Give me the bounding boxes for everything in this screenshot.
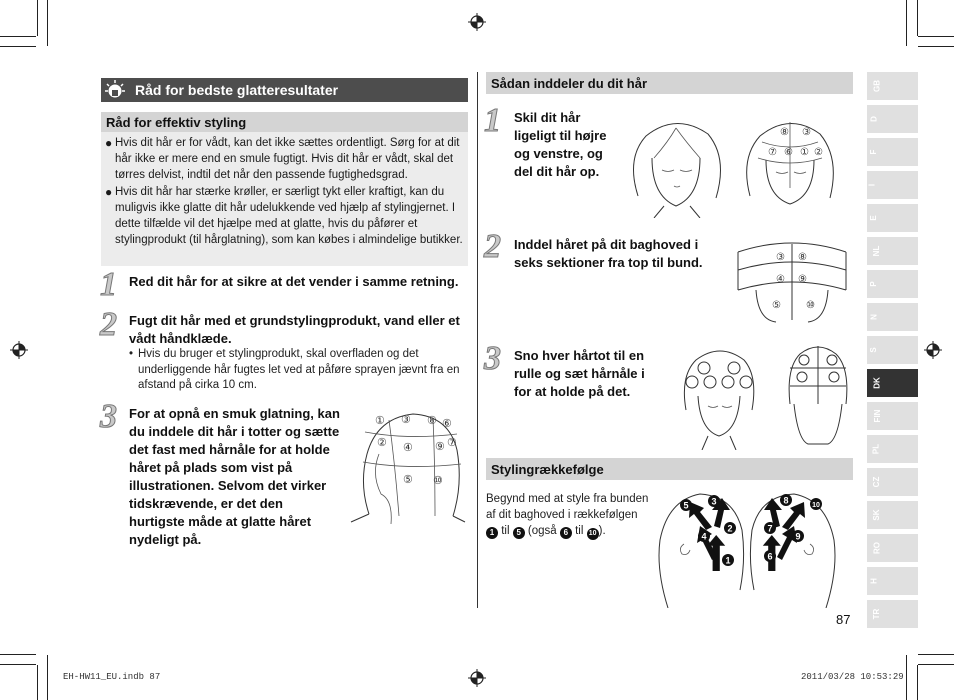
crop-mark	[47, 0, 48, 46]
language-tab-nl[interactable]	[867, 237, 918, 265]
order-number: 7	[767, 523, 773, 534]
language-tab-ro[interactable]	[867, 534, 918, 562]
order-number-badge: 6	[560, 527, 572, 539]
step-number: 1	[100, 266, 117, 303]
language-tab-label: I	[867, 183, 877, 187]
section-label: ⑨	[435, 441, 445, 453]
section-label: ④	[776, 274, 785, 285]
tip-bullet: ● Hvis dit hår er for vådt, kan det ikke sættes ordentligt. Sørg for at dit hår ikke er mere end en smule fugtigt. Hvis dit hår er vådt, skal det tørres delvist, indtil det når den passende fugtighedsgrad.	[105, 135, 465, 183]
crop-mark	[918, 664, 954, 665]
step-number: 1	[484, 102, 501, 139]
section-label: ③	[802, 127, 811, 138]
step-number: 3	[100, 398, 117, 435]
step-text: Sno hver hårtot til en rulle og sæt hårnåle i for at holde på det.	[514, 348, 645, 399]
registration-mark-icon	[468, 669, 486, 687]
page-number: 87	[836, 612, 851, 627]
section-title: Stylingrækkefølge	[491, 462, 604, 477]
order-text-part: Begynd med at style fra bunden af dit baghoved i rækkefølgen	[486, 493, 649, 521]
face-parted-hair-illustration	[624, 118, 729, 218]
language-tab-h[interactable]	[867, 567, 918, 595]
language-tab-dk[interactable]	[867, 369, 918, 397]
language-tab-label: PL	[871, 443, 881, 455]
section-label: ⑨	[798, 274, 807, 285]
language-tab-label: FIN	[872, 409, 882, 423]
language-tab-s[interactable]	[867, 336, 918, 364]
crop-mark	[0, 36, 36, 37]
language-tab-label: CZ	[871, 476, 881, 488]
language-tab-label: S	[869, 347, 879, 353]
section-label: ①	[800, 147, 809, 158]
order-number-badge: 1	[486, 527, 498, 539]
order-number: 8	[783, 495, 789, 506]
language-tab-fin[interactable]	[867, 402, 918, 430]
language-tab-label: DK	[872, 377, 882, 389]
step-text: Fugt dit hår med et grundstylingprodukt, vand eller et vådt håndklæde.	[129, 313, 460, 346]
section-header-divide	[486, 72, 853, 94]
crop-mark	[37, 0, 38, 36]
crop-mark	[0, 664, 36, 665]
registration-mark-icon	[924, 341, 942, 359]
language-tab-label: F	[868, 149, 878, 155]
head-sections-illustration	[349, 404, 467, 526]
crop-mark	[0, 654, 36, 655]
language-tab-label: NL	[871, 245, 881, 257]
language-tab-pl[interactable]	[867, 435, 918, 463]
order-number: 2	[727, 523, 733, 534]
face-sectioned-hair-illustration	[740, 118, 840, 216]
footer-timestamp: 2011/03/28 10:53:29	[801, 672, 904, 682]
face-pinned-rolls-illustration	[680, 346, 758, 450]
language-tab-label: TR	[871, 608, 881, 620]
registration-mark-icon	[468, 13, 486, 31]
language-tab-label: RO	[872, 542, 882, 554]
step-text: Inddel håret på dit baghoved i seks sektioner fra top til bund.	[514, 237, 703, 270]
section-label: ⑧	[798, 252, 807, 263]
back-head-six-sections-illustration	[736, 240, 848, 324]
section-label: ②	[377, 437, 387, 449]
column-divider	[477, 72, 478, 608]
section-label: ⑤	[403, 474, 413, 486]
section-title: Sådan inddeler du dit hår	[491, 76, 648, 91]
order-text	[486, 491, 651, 540]
footer-file: EH-HW11_EU.indb 87	[63, 672, 161, 682]
order-number: 9	[795, 531, 801, 542]
section-header-order	[486, 458, 853, 480]
crop-mark	[47, 655, 48, 700]
crop-mark	[906, 0, 907, 46]
section-label: ④	[403, 442, 413, 454]
language-tab-label: H	[869, 578, 879, 584]
crop-mark	[37, 665, 38, 700]
section-label: ⑧	[427, 415, 437, 427]
crop-mark	[917, 665, 918, 700]
language-tab-e[interactable]	[867, 204, 918, 232]
order-number-badge: 10	[587, 528, 599, 540]
section-label: ②	[814, 147, 823, 158]
language-tab-n[interactable]	[867, 303, 918, 331]
step-number: 2	[484, 228, 501, 265]
order-text-part: (også	[527, 525, 557, 537]
order-number: 5	[683, 500, 689, 511]
tip-bullet: ● Hvis dit hår har stærke krøller, er særligt tykt eller kraftigt, kan du muligvis ikke glatte dit hår udelukkende ved hjælp af stylingjernet. I dette tilfælde vil det hjælpe med at glatte, hvis du påfører et stylingprodukt (til hårglatning), som kan købes i almindelige butikker.	[105, 184, 465, 248]
language-tab-d[interactable]	[867, 105, 918, 133]
tips-box	[101, 132, 468, 266]
crop-mark	[906, 655, 907, 700]
language-tab-label: GB	[872, 80, 882, 92]
section-label: ①	[375, 415, 385, 427]
subsection-title: Råd for effektiv styling	[106, 115, 247, 130]
step-number: 2	[100, 306, 117, 343]
crop-mark	[918, 654, 954, 655]
language-tab-gb[interactable]	[867, 72, 918, 100]
order-text-part: til	[575, 525, 584, 537]
subsection-header	[101, 112, 468, 132]
language-tab-sk[interactable]	[867, 501, 918, 529]
tip-text: Hvis dit hår er for vådt, kan det ikke sættes ordentligt. Sørg for at dit hår ikke er mere end en smule fugtigt. Hvis dit hår er vådt, skal det tørres delvist, indtil det når den passende fugtighedsgrad.	[115, 137, 460, 181]
section-label: ⑩	[433, 475, 443, 487]
section-title: Råd for bedste glatteresultater	[135, 82, 339, 98]
step-number: 3	[484, 340, 501, 377]
subnote-text: Hvis du bruger et stylingprodukt, skal overfladen og det underliggende hår fugtes let ved at påføre sprayen jævnt fra en afstand på cirka 10 cm.	[138, 348, 460, 391]
order-number: 6	[767, 551, 773, 562]
step-text: Skil dit hår ligeligt til højre og venstre, og del dit hår op.	[514, 110, 607, 179]
language-tab-p[interactable]	[867, 270, 918, 298]
order-number: 4	[701, 531, 707, 542]
crop-mark	[0, 46, 36, 47]
language-tab-tr[interactable]	[867, 600, 918, 628]
language-tab-label: SK	[872, 509, 882, 521]
order-number: 3	[711, 496, 717, 507]
order-text-part: ).	[598, 525, 606, 537]
language-tab-i[interactable]	[867, 171, 918, 199]
language-tab-label: P	[869, 281, 879, 287]
section-label: ⑩	[806, 300, 815, 311]
section-header-tips	[101, 78, 468, 102]
step-text: Red dit hår for at sikre at det vender i samme retning.	[129, 274, 459, 289]
back-pinned-rolls-illustration	[786, 344, 850, 448]
section-label: ⑦	[447, 437, 457, 449]
section-label: ⑥	[442, 418, 452, 430]
tip-icon	[104, 79, 126, 101]
crop-mark	[918, 36, 954, 37]
section-label: ③	[401, 414, 411, 426]
language-tab-label: N	[869, 314, 879, 320]
order-number-badge: 5	[513, 527, 525, 539]
language-tab-cz[interactable]	[867, 468, 918, 496]
crop-mark	[918, 46, 954, 47]
styling-order-left-illustration	[654, 490, 746, 608]
tip-text: Hvis dit hår har stærke krøller, er særligt tykt eller kraftigt, kan du muligvis ikke glatte dit hår udelukkende ved hjælp af stylingjernet. I dette tilfælde vil det hjælpe med at glatte, hvis du påfører et stylingprodukt (til hårglatning), som kan købes i almindelige butikker.	[115, 186, 463, 246]
language-tab-label: D	[869, 116, 879, 122]
styling-order-right-illustration	[748, 490, 840, 608]
section-label: ③	[776, 252, 785, 263]
language-tab-label: E	[869, 215, 879, 221]
step-subnote: • Hvis du bruger et stylingprodukt, skal overfladen og det underliggende hår fugtes let ved at påføre sprayen jævnt fra en afstand på cirka 10 cm.	[129, 347, 464, 394]
registration-mark-icon	[10, 341, 28, 359]
section-label: ⑤	[772, 300, 781, 311]
step-text: For at opnå en smuk glatning, kan du inddele dit hår i totter og sætte det fast med hårnåle for at holde håret på plads som vist på illustrationen. Selvom det virker tidskrævende, er det den hurtigste måde at glatte håret nydeligt på.	[129, 406, 340, 547]
section-label: ⑧	[780, 127, 789, 138]
order-number: 10	[812, 502, 820, 509]
order-number: 1	[725, 555, 731, 566]
section-label: ⑥	[784, 147, 793, 158]
section-label: ⑦	[768, 147, 777, 158]
language-tab-f[interactable]	[867, 138, 918, 166]
crop-mark	[917, 0, 918, 36]
order-text-part: til	[501, 525, 510, 537]
